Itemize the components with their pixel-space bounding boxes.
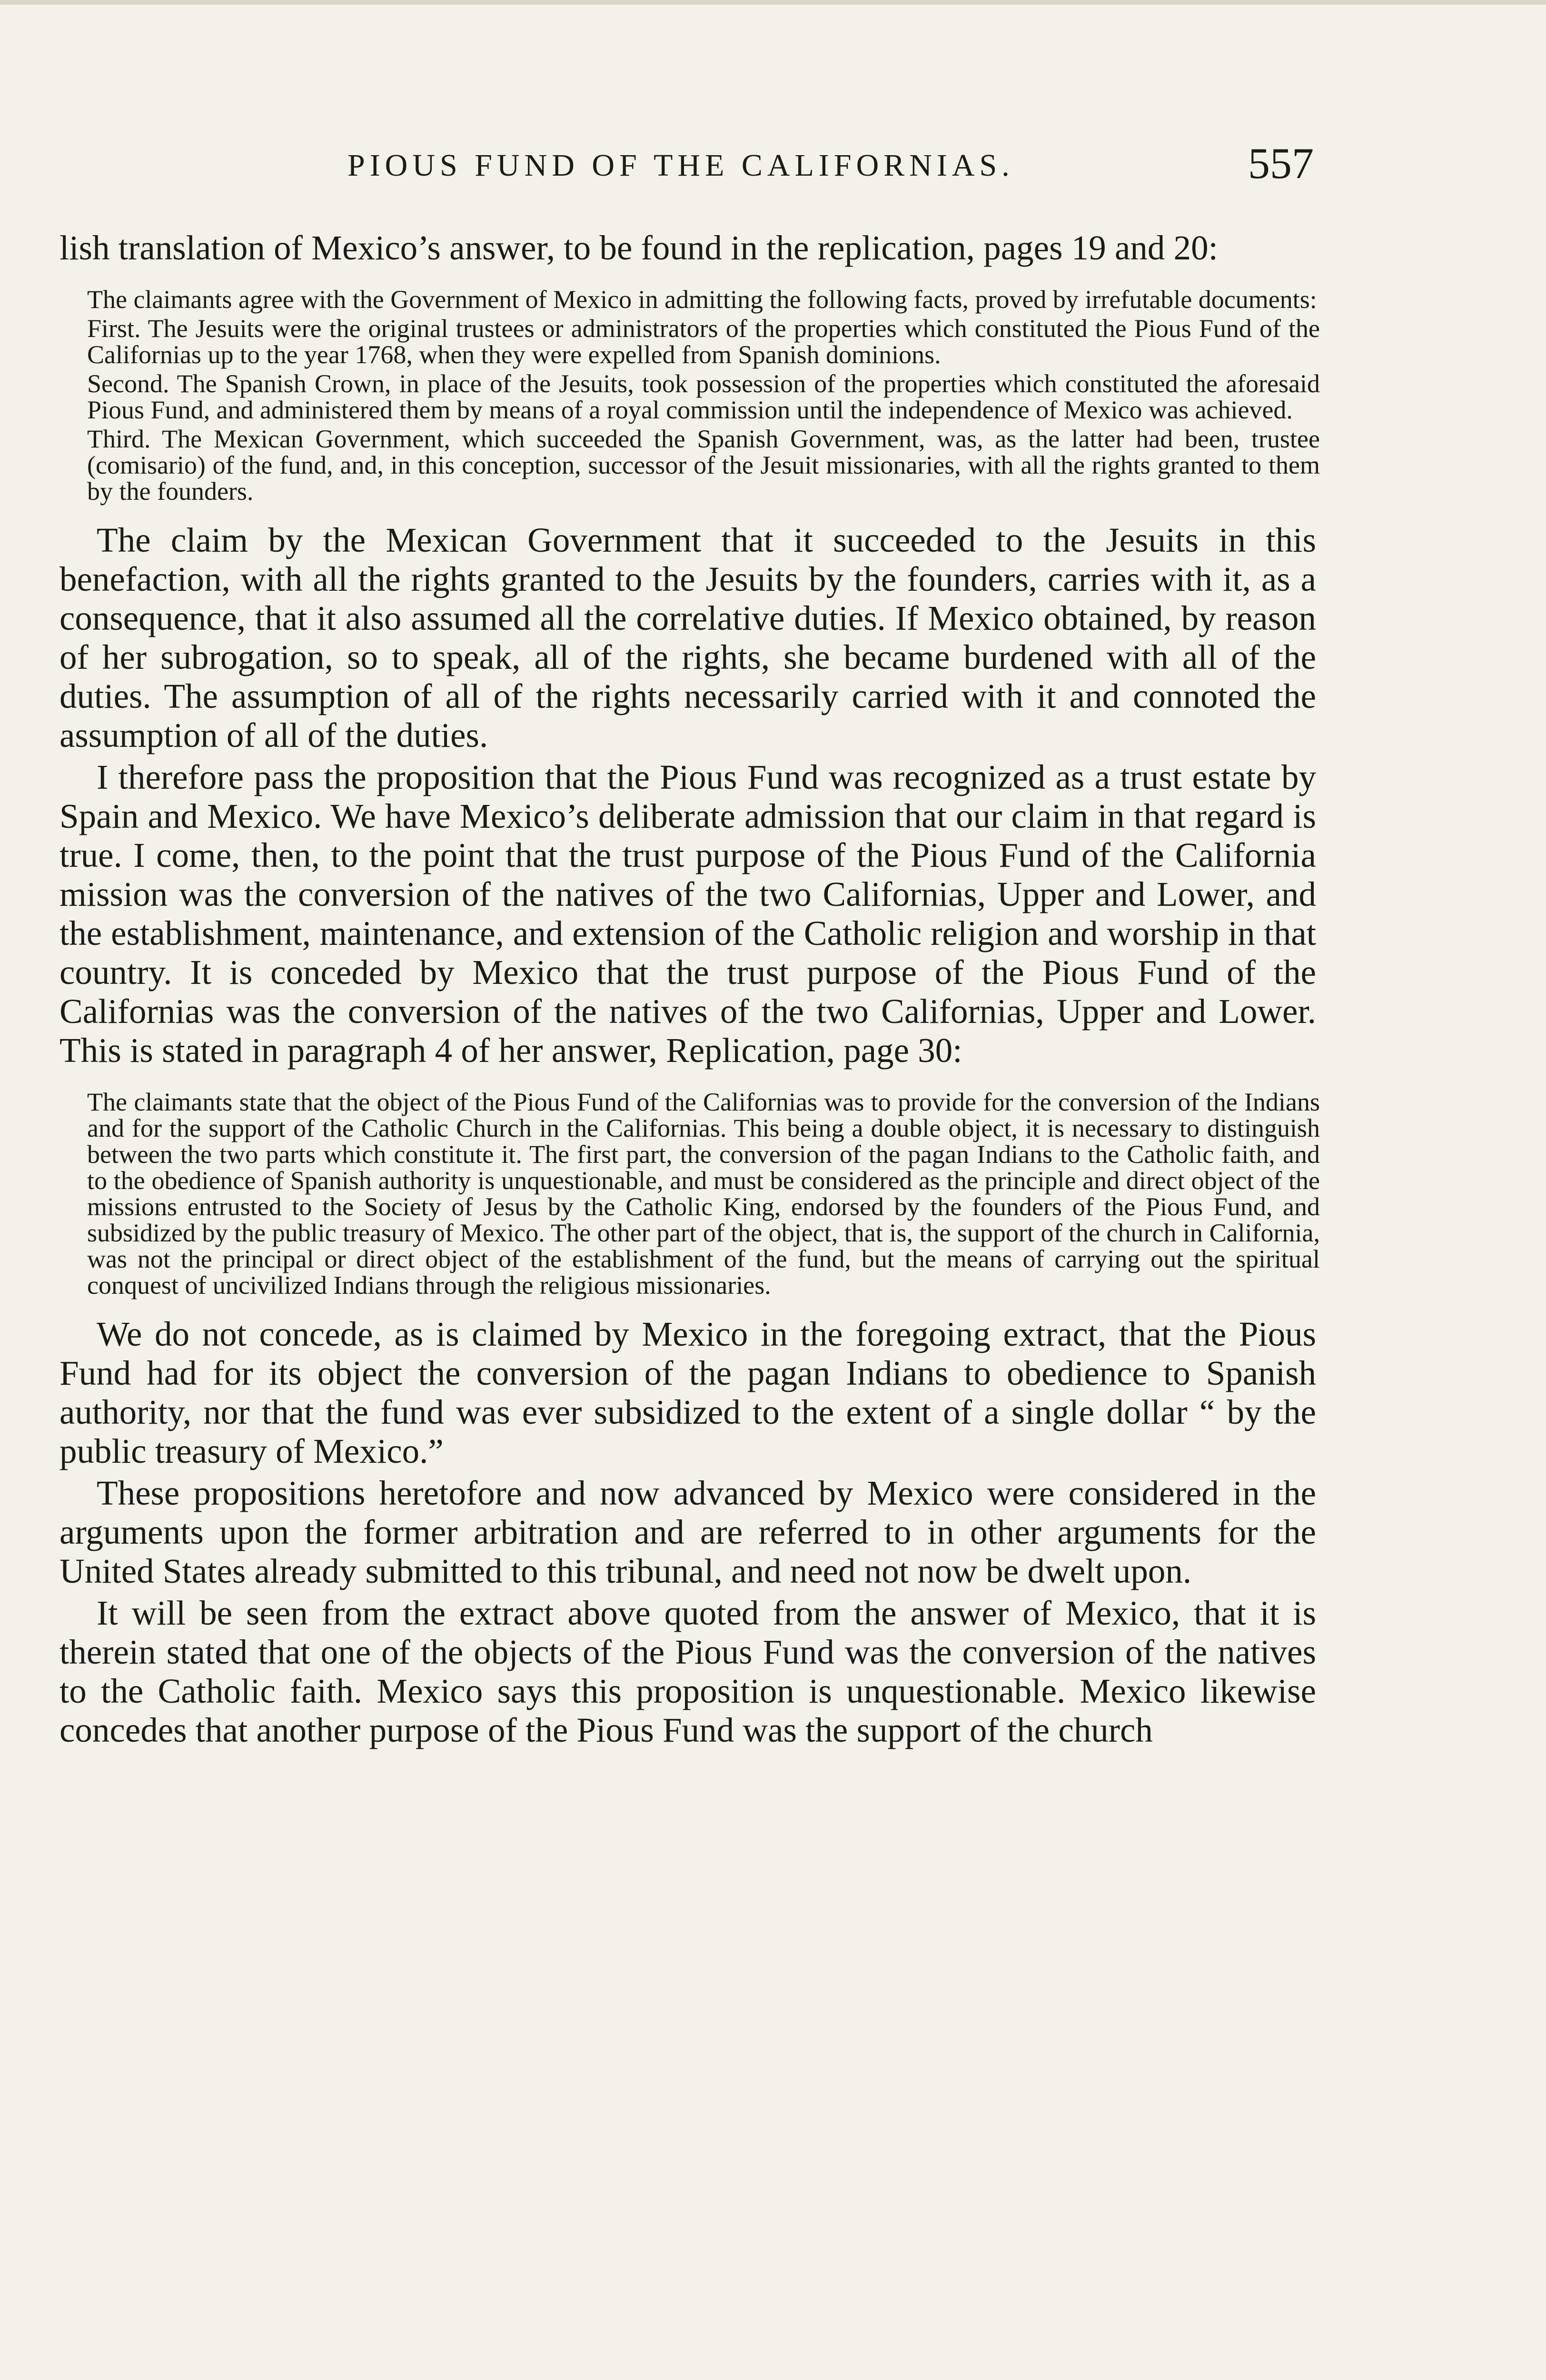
quote-paragraph: The claimants agree with the Government of Mexico in admitting the following facts, proved by irrefutable documents:	[87, 285, 1317, 314]
page-number: 557	[1248, 139, 1314, 188]
body-paragraph: These propositions heretofore and now advanced by Mexico were considered in the arguments upon the former arbitration and are referred to in other arguments for the United States already submitted to this tribunal, and need not now be dwelt upon.	[59, 1474, 1316, 1590]
page-top-edge	[0, 0, 1546, 5]
block-quote-facts	[87, 287, 1320, 505]
quote-paragraph: Third. The Mexican Government, which succeeded the Spanish Government, was, as the latter had been, trustee (comisario) of the fund, and, in this conception, successor of the Jesuit missionaries, with all the rights granted to them by the founders.	[87, 425, 1320, 506]
quote-paragraph: First. The Jesuits were the original trustees or administrators of the properties which constituted the Pious Fund of the Californias up to the year 1768, when they were expelled from Spanish dominions.	[87, 314, 1320, 369]
page-body	[59, 228, 1320, 1750]
body-paragraph: The claim by the Mexican Government that it succeeded to the Jesuits in this benefaction, with all the rights granted to the Jesuits by the founders, carries with it, as a consequence, that it also assumed all the correlative duties. If Mexico obtained, by reason of her subrogation, so to speak, all of the rights, she became burdened with all of the duties. The assumption of all of the rights necessarily carried with it and connoted the assumption of all of the duties.	[59, 521, 1316, 754]
body-paragraph: We do not concede, as is claimed by Mexico in the foregoing extract, that the Pious Fund had for its object the conversion of the pagan Indians to obedience to Spanish authority, nor that the fund was ever subsidized to the extent of a single dollar “ by the public treasury of Mexico.”	[59, 1315, 1316, 1470]
block-quote-claimants	[87, 1089, 1320, 1299]
page-header	[67, 138, 1314, 195]
body-paragraph: It will be seen from the extract above quoted from the answer of Mexico, that it is therein stated that one of the objects of the Pious Fund was the conversion of the natives to the Catholic faith. Mexico says this proposition is unquestionable. Mexico likewise concedes that another purpose of the Pious Fund was the support of the church	[59, 1594, 1316, 1749]
body-paragraph: I therefore pass the proposition that the Pious Fund was recognized as a trust estate by Spain and Mexico. We have Mexico’s deliberate admission that our claim in that regard is true. I come, then, to the point that the trust purpose of the Pious Fund of the California mission was the conversion of the natives of the two Californias, Upper and Lower, and the establishment, maintenance, and extension of the Catholic religion and worship in that country. It is conceded by Mexico that the trust purpose of the Pious Fund of the Californias was the conversion of the natives of the two Californias, Upper and Lower. This is stated in paragraph 4 of her answer, Replication, page 30:	[59, 758, 1316, 1070]
quote-paragraph: Second. The Spanish Crown, in place of the Jesuits, took possession of the properties which constituted the aforesaid Pious Fund, and administered them by means of a royal commission until the independence of Mexico was achieved.	[87, 369, 1320, 424]
running-head: PIOUS FUND OF THE CALIFORNIAS.	[347, 148, 1014, 183]
body-paragraph-continuation: lish translation of Mexico’s answer, to be found in the replication, pages 19 and 20:	[59, 228, 1218, 267]
quote-paragraph: The claimants state that the object of the Pious Fund of the Californias was to provide for the conversion of the Indians and for the support of the Catholic Church in the Californias. This being a double object, it is necessary to distinguish between the two parts which constitute it. The first part, the conversion of the pagan Indians to the Catholic faith, and to the obedience of Spanish authority is unquestionable, and must be considered as the principle and direct object of the missions entrusted to the Society of Jesus by the Catholic King, endorsed by the founders of the Pious Fund, and subsidized by the public treasury of Mexico. The other part of the object, that is, the support of the church in California, was not the principal or direct object of the establishment of the fund, but the means of carrying out the spiritual conquest of uncivilized Indians through the religious missionaries.	[87, 1088, 1320, 1299]
